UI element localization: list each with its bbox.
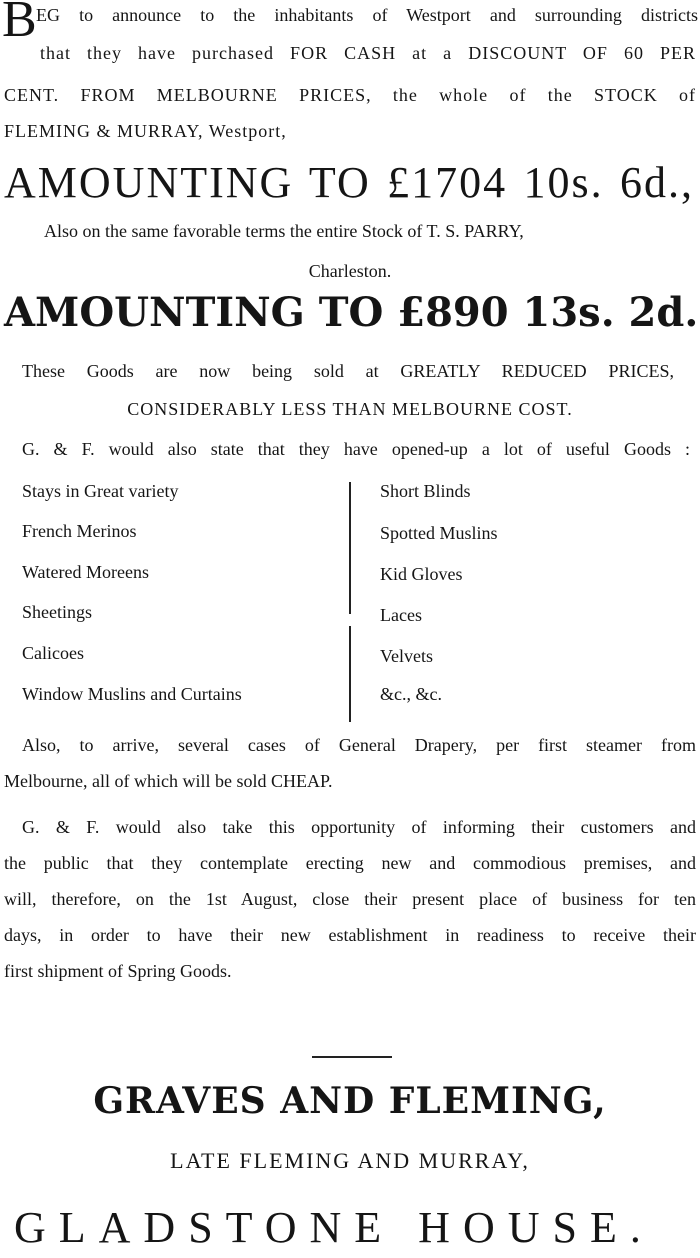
reduced-line-1: These Goods are now being sold at GREATLY REDUCED PRICES, [22,361,674,381]
opened-up-line: G. & F. would also state that they have opened-up a lot of useful Goods : [22,439,690,459]
intro-line-4: FLEMING & MURRAY, Westport, [4,121,287,141]
goods-right-item: &c., &c. [380,684,442,704]
premises-line-3: will, therefore, on the 1st August, close their present place of business for ten [4,889,696,909]
goods-left-item: Stays in Great variety [22,481,179,501]
late-name: LATE FLEMING AND MURRAY, [170,1148,530,1173]
arrive-line-2: Melbourne, all of which will be sold CHEAP. [4,771,333,791]
column-divider-upper [349,482,351,614]
goods-right-item: Kid Gloves [380,564,463,584]
reduced-line-2: CONSIDERABLY LESS THAN MELBOURNE COST. [127,399,573,419]
premises-line-4: days, in order to have their new establishment in readiness to receive their [4,925,696,945]
premises-line-2: the public that they contemplate erecting new and commodious premises, and [4,853,696,873]
intro-line-1: EG to announce to the inhabitants of Westport and surrounding districts [36,5,698,25]
goods-right-item: Short Blinds [380,481,471,501]
premises-line-5: first shipment of Spring Goods. [4,961,232,981]
firm-name: GRAVES AND FLEMING, [93,1080,607,1122]
house-name: GLADSTONE HOUSE. [14,1203,654,1252]
goods-right-item: Velvets [380,646,433,666]
amount-two-heading: AMOUNTING TO £890 13s. 2d. [4,289,699,336]
column-divider-lower [349,626,351,722]
goods-left-item: Sheetings [22,602,92,622]
goods-left-item: Calicoes [22,643,84,663]
parry-line-2: Charleston. [308,261,392,281]
section-rule [312,1056,392,1058]
goods-left-item: Watered Moreens [22,562,149,582]
arrive-line-1: Also, to arrive, several cases of General Drapery, per first steamer from [22,735,696,755]
goods-right-item: Laces [380,605,422,625]
goods-right-item: Spotted Muslins [380,523,498,543]
goods-left-item: Window Muslins and Curtains [22,684,242,704]
parry-line-1: Also on the same favorable terms the entire Stock of T. S. PARRY, [44,221,524,241]
intro-line-3: CENT. FROM MELBOURNE PRICES, the whole of the STOCK of [4,85,696,105]
premises-line-1: G. & F. would also take this opportunity of informing their customers and [22,817,696,837]
drop-cap: B [2,0,37,48]
amount-one-heading: AMOUNTING TO £1704 10s. 6d., [4,158,694,207]
intro-line-2: that they have purchased FOR CASH at a DISCOUNT OF 60 PER [40,43,696,63]
goods-left-item: French Merinos [22,521,137,541]
